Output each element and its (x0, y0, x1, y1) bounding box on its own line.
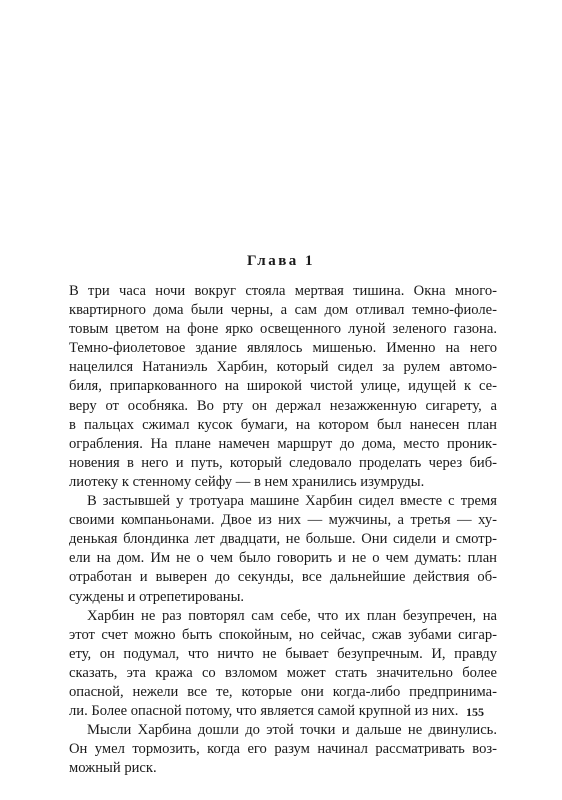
text-line: отработан и выверен до секунды, все дальнейшие действия об- (69, 569, 497, 586)
text-line: квартирного дома были черны, а сам дом отливал темно-фиоле- (69, 302, 497, 319)
text-line: Темно-фиолетовое здание являлось мишенью. Именно на него (69, 340, 497, 357)
text-line: своими компаньонами. Двое из них — мужчины, а третья — ху- (69, 512, 497, 529)
text-line: Мысли Харбина дошли до этой точки и дальше не двинулись. (87, 722, 497, 739)
text-line: ету, он подумал, что ничто не бывает безупречным. И, правду (69, 645, 497, 662)
text-line: можный риск. (69, 760, 157, 777)
page-number: 155 (466, 705, 484, 719)
paragraph (69, 282, 497, 492)
text-line: товым цветом на фоне ярко освещенного луной зеленого газона. (69, 321, 497, 338)
paragraph (69, 492, 497, 607)
text-line: ограбления. На плане намечен маршрут до дома, место проник- (69, 435, 497, 452)
text-line: ли. Более опасной потому, что является самой крупной из них. (69, 703, 459, 720)
text-line: нацелился Натаниэль Харбин, который сидел за рулем автомо- (69, 359, 497, 376)
chapter-title: Глава 1 (246, 253, 316, 269)
text-line: биля, припаркованного на широкой чистой улице, идущей к се- (69, 378, 497, 395)
text-line: В застывшей у тротуара машине Харбин сидел вместе с тремя (87, 493, 497, 510)
text-line: лиотеку к стенному сейфу — в нем хранились изумруды. (69, 473, 425, 490)
text-line: денькая блондинка лет двадцати, не больше. Они сидели и смотр- (69, 531, 497, 548)
text-line: этот счет можно быть спокойным, но сейчас, сжав зубами сигар- (69, 626, 497, 643)
text-line: суждены и отрепетированы. (69, 588, 245, 605)
text-line: веру от особняка. Во рту он держал незажженную сигарету, а (69, 397, 497, 414)
chapter-body-text (69, 282, 497, 778)
text-line: опасной, нежели все те, которые они когда-либо предпринима- (69, 683, 497, 700)
text-line: новения в него и путь, который следовало проделать через биб- (69, 454, 497, 471)
text-line: В три часа ночи вокруг стояла мертвая тишина. Окна много- (69, 283, 497, 299)
text-line: сказать, эта кража со взломом может стать значительно более (69, 664, 497, 681)
paragraph (69, 721, 497, 778)
text-line: в пальцах сжимал кусок бумаги, на котором был нанесен план (69, 416, 497, 433)
text-line: Харбин не раз повторял сам себе, что их план безупречен, на (87, 607, 497, 624)
text-line: Он умел тормозить, когда его разум начинал рассматривать воз- (69, 741, 497, 758)
paragraph (69, 607, 497, 722)
text-line: ели на дом. Им не о чем было говорить и не о чем думать: план (69, 550, 497, 567)
